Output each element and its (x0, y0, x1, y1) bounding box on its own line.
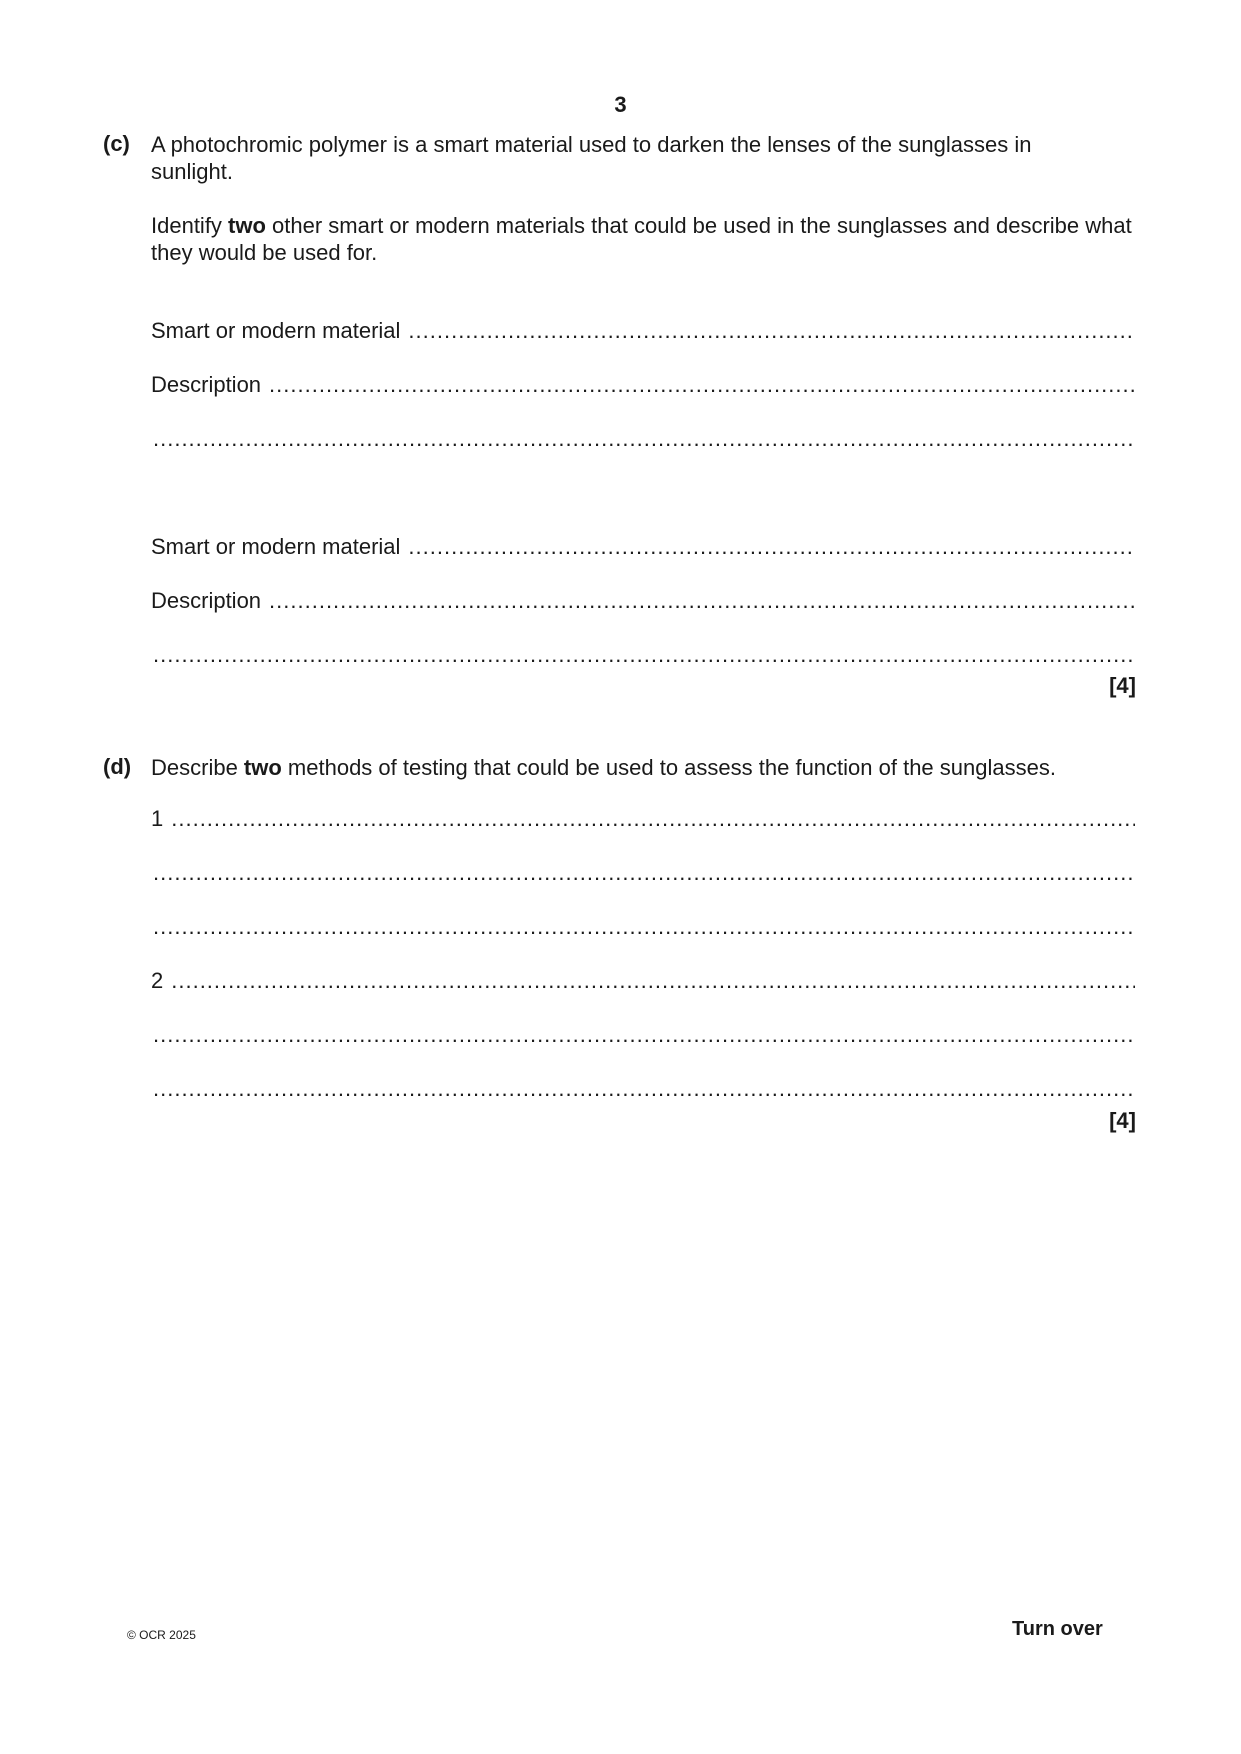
question-d-label: (d) (103, 754, 132, 779)
answer-dots (269, 588, 1135, 614)
answer-dots (153, 860, 1135, 886)
question-c-task-bold: two (228, 213, 266, 238)
material-1-line[interactable] (151, 318, 1135, 348)
description-2-continuation-line[interactable] (151, 642, 1135, 672)
answer-dots (153, 642, 1135, 668)
method-1-label: 1 (151, 806, 164, 831)
material-2-label: Smart or modern material (151, 534, 401, 559)
question-c-intro: A photochromic polymer is a smart material used to darken the lenses of the sunglasses in sunlight. (151, 132, 1032, 184)
description-2-line[interactable] (151, 588, 1135, 618)
page-number: 3 (614, 92, 627, 117)
answer-dots (408, 318, 1135, 344)
material-1-label: Smart or modern material (151, 318, 401, 343)
turn-over-note: Turn over (1012, 1618, 1103, 1640)
description-2-label: Description (151, 588, 262, 613)
question-c-label: (c) (103, 131, 130, 156)
method-2-continuation-line-a[interactable] (151, 1022, 1135, 1052)
question-d-task-bold: two (243, 755, 282, 780)
copyright-notice: © OCR 2025 (127, 1628, 196, 1642)
answer-dots (153, 426, 1135, 452)
question-c-task (151, 212, 1141, 266)
question-d-task-post: methods of testing that could be used to assess the function of the sunglasses. (281, 755, 1056, 780)
method-1-line[interactable] (151, 806, 1135, 836)
answer-dots (408, 534, 1135, 560)
method-1-continuation-line-a[interactable] (151, 860, 1135, 890)
method-2-continuation-line-b[interactable] (151, 1076, 1135, 1106)
question-d-marks: [4] (1109, 1108, 1136, 1133)
method-2-line[interactable] (151, 968, 1135, 998)
answer-dots (269, 372, 1135, 398)
answer-dots (171, 968, 1135, 994)
question-c-task-pre: Identify (151, 213, 229, 238)
answer-dots (153, 1022, 1135, 1048)
description-1-line[interactable] (151, 372, 1135, 402)
question-c-marks: [4] (1109, 673, 1136, 698)
material-2-line[interactable] (151, 534, 1135, 564)
method-2-label: 2 (151, 968, 164, 993)
answer-dots (171, 806, 1135, 832)
question-d-task-pre: Describe (151, 755, 244, 780)
answer-dots (153, 914, 1135, 940)
method-1-continuation-line-b[interactable] (151, 914, 1135, 944)
question-c-task-post: other smart or modern materials that could be used in the sunglasses and describe what they would be used for. (151, 213, 1132, 265)
description-1-continuation-line[interactable] (151, 426, 1135, 456)
description-1-label: Description (151, 372, 262, 397)
answer-dots (153, 1076, 1135, 1102)
question-d-task (151, 754, 1151, 781)
